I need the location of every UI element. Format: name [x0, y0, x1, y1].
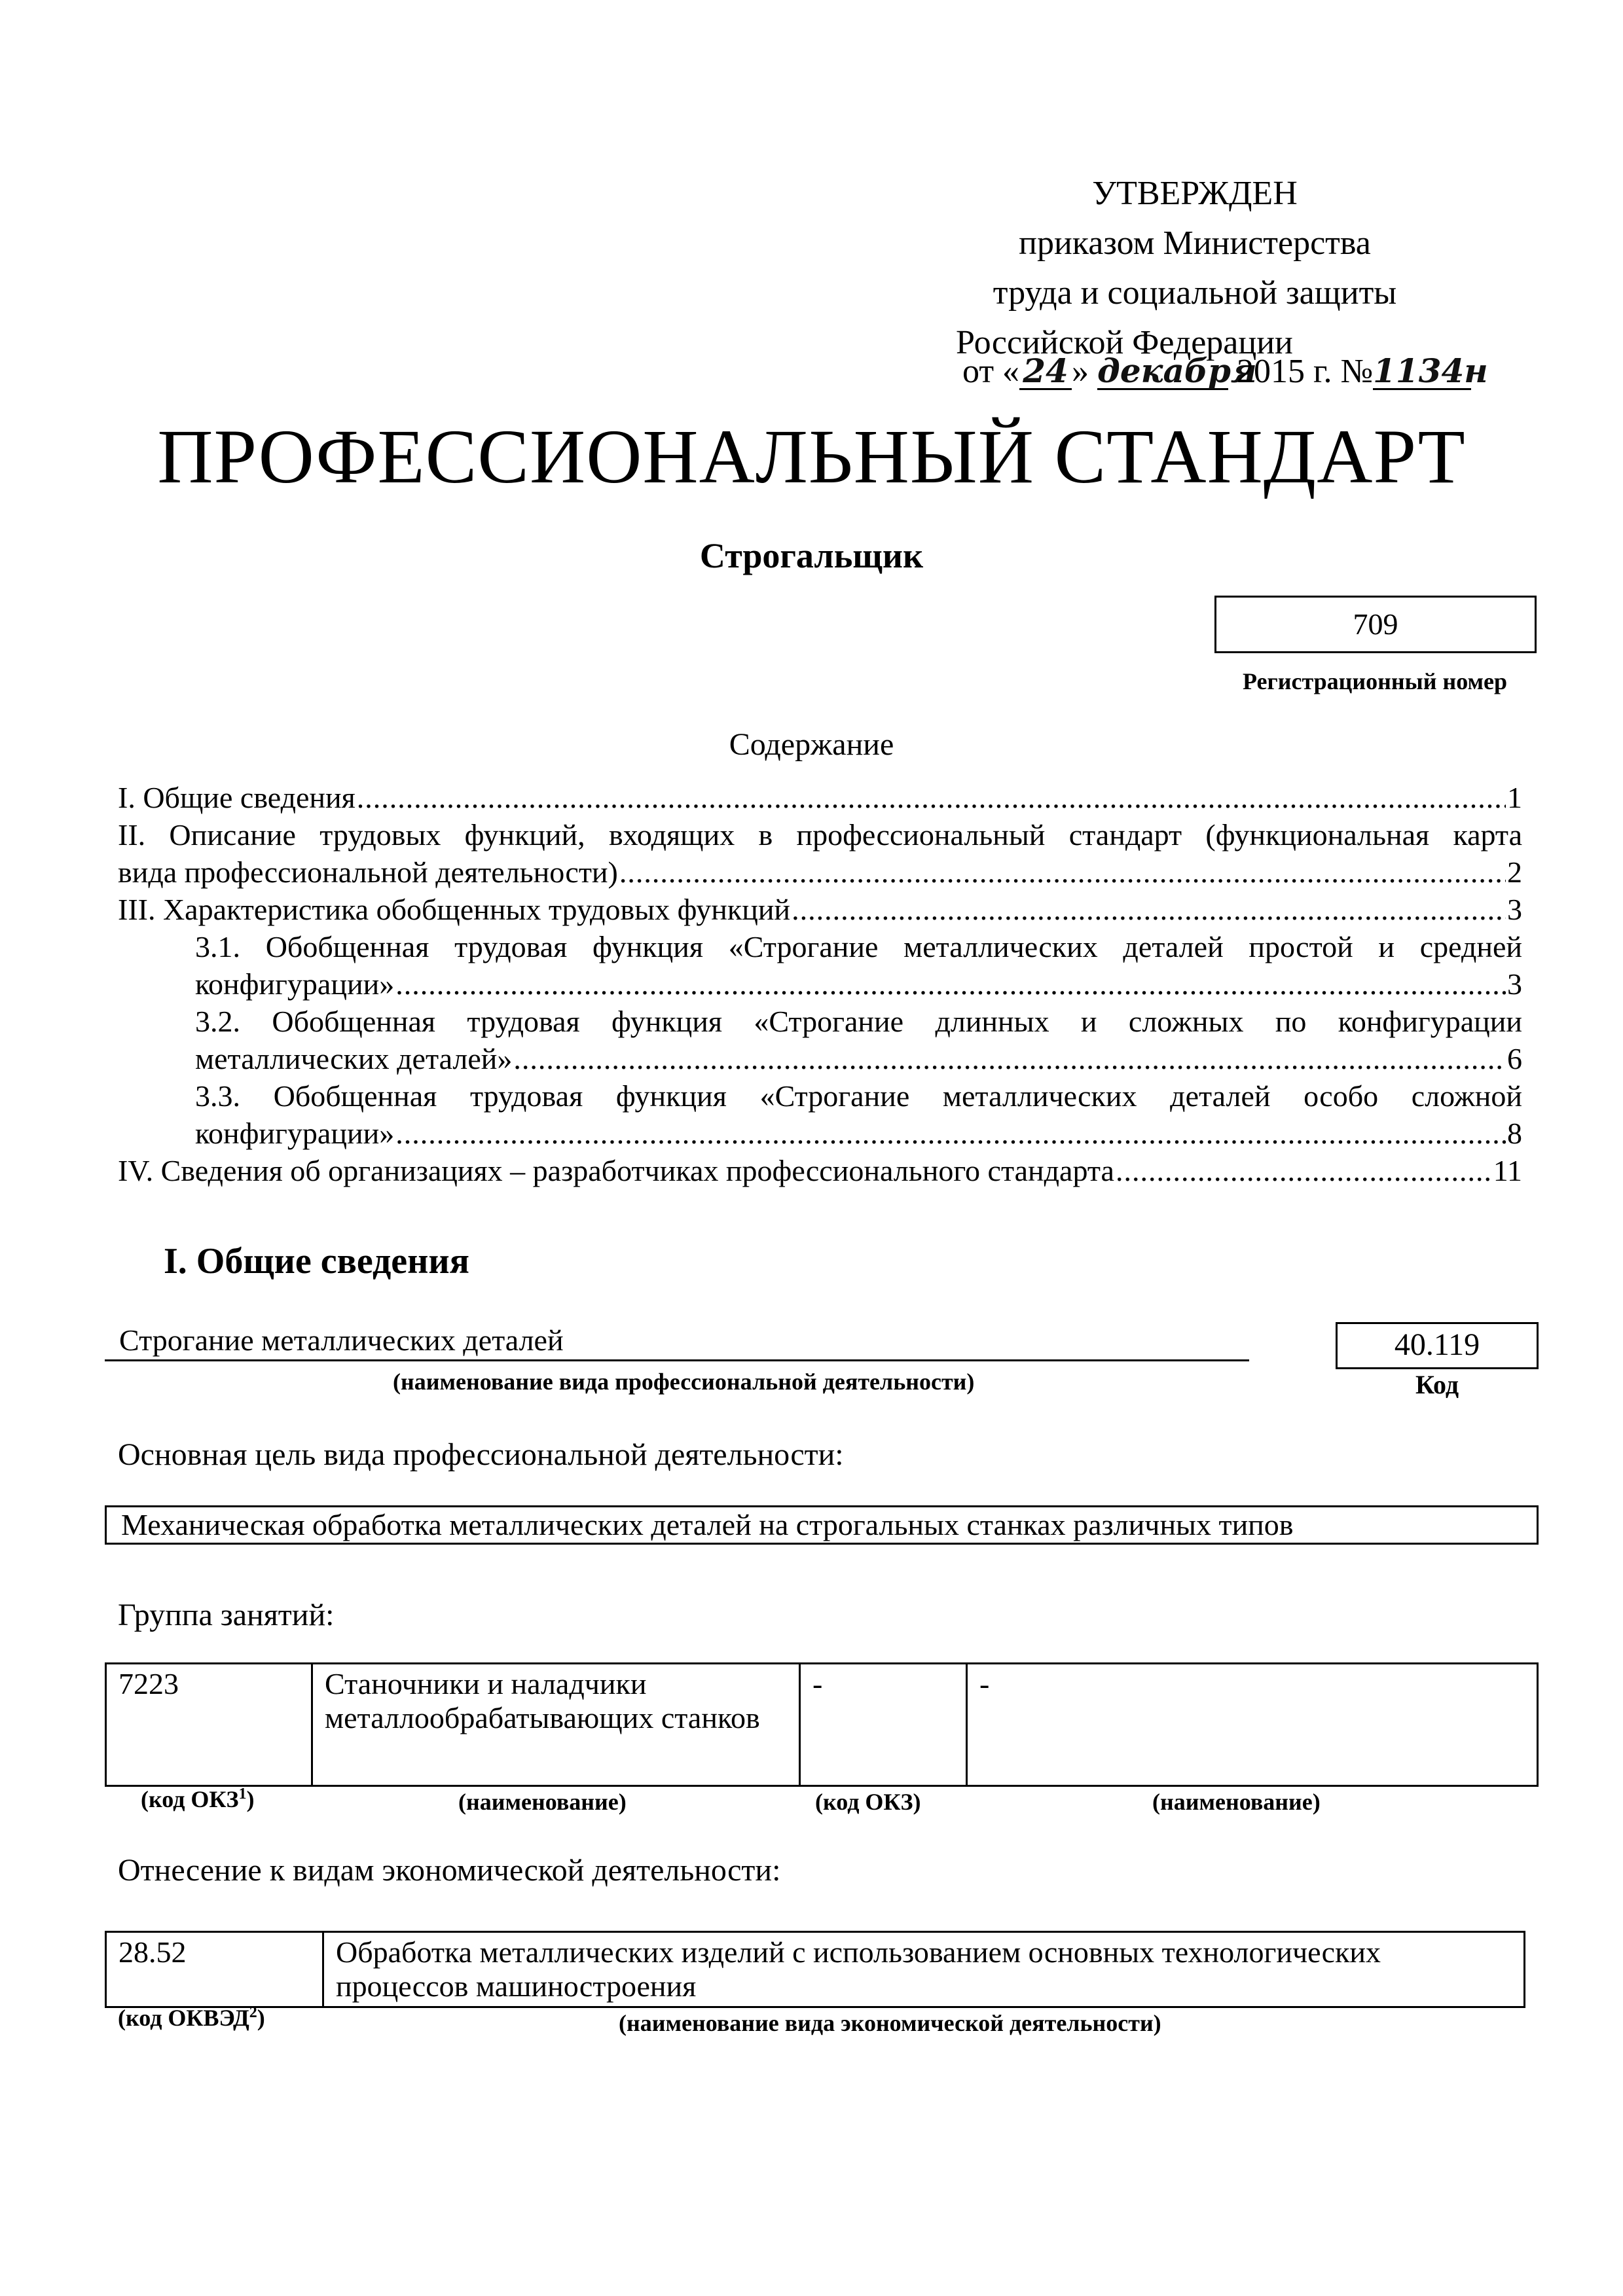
toc-item[interactable]: I. Общие сведения ..... 1: [118, 779, 1522, 816]
toc-item[interactable]: 3.3. Обобщенная трудовая функция «Строгание металлических деталей особо сложной конфигурации» ..... 8: [118, 1077, 1522, 1152]
activity-name-caption: (наименование вида профессиональной деятельности): [393, 1369, 975, 1395]
goal-box: Механическая обработка металлических деталей на строгальных станках различных типов: [105, 1505, 1539, 1545]
caption: (код ОКЗ$^1$): [141, 1785, 255, 1812]
profession-title: Строгальщик: [699, 536, 924, 575]
caption: (код ОКВЭД$^2$): [118, 2004, 265, 2031]
approval-line: УТВЕРЖДЕН: [1092, 175, 1298, 212]
toc-heading: Содержание: [729, 727, 894, 762]
approval-block: [884, 169, 1506, 368]
okved-code-cell: 28.52: [106, 1932, 323, 2007]
registration-number-box: 709: [1214, 596, 1537, 653]
date-month-handwritten: декабря: [1097, 351, 1257, 390]
caption: (наименование вида экономической деятельности): [619, 2010, 1161, 2036]
occupation-group-label: Группа занятий:: [118, 1598, 335, 1632]
approval-date-line: [962, 352, 1552, 391]
toc-page: 3: [1507, 893, 1522, 926]
document-title: ПРОФЕССИОНАЛЬНЫЙ СТАНДАРТ: [157, 414, 1466, 499]
toc-item[interactable]: II. Описание трудовых функций, входящих в профессиональный стандарт (функциональная карта вида профессиональной деятельности) ..... 2: [118, 816, 1522, 891]
okved-name-cell: Обработка металлических изделий с использованием основных технологических процессов машиностроения: [323, 1932, 1525, 2007]
table-row: [106, 1932, 1525, 2007]
caption: (код ОКЗ): [815, 1789, 921, 1815]
toc-item[interactable]: IV. Сведения об организациях – разработчиках профессионального стандарта ..... 11: [118, 1152, 1522, 1189]
approval-line: приказом Министерства: [1019, 224, 1371, 262]
date-prefix: от «: [962, 353, 1020, 390]
table-of-contents: [118, 779, 1522, 1189]
approval-line: труда и социальной защиты: [993, 274, 1397, 312]
toc-item[interactable]: 3.1. Обобщенная трудовая функция «Строгание металлических деталей простой и средней конфигурации» ..... 3: [118, 928, 1522, 1003]
approval-line: Российской Федерации: [956, 324, 1293, 361]
economic-activity-label: Отнесение к видам экономической деятельности:: [118, 1853, 781, 1888]
order-number-handwritten: 1134н: [1373, 351, 1488, 390]
okz-code-cell: 7223: [106, 1664, 312, 1786]
goal-label: Основная цель вида профессиональной деятельности:: [118, 1437, 844, 1472]
okz-name-cell: Станочники и наладчики металлообрабатывающих станков: [312, 1664, 800, 1786]
toc-page: 3: [1507, 967, 1522, 1001]
activity-code-box: 40.119: [1336, 1322, 1539, 1369]
date-day-handwritten: 24: [1019, 354, 1072, 390]
caption: (наименование): [1152, 1789, 1321, 1815]
table-row: [106, 1664, 1538, 1786]
toc-page: 6: [1507, 1042, 1522, 1075]
toc-item[interactable]: III. Характеристика обобщенных трудовых функций ..... 3: [118, 891, 1522, 928]
caption: (наименование): [458, 1789, 627, 1815]
activity-name-field: Строгание металлических деталей: [105, 1321, 1249, 1361]
date-mid: »: [1072, 353, 1089, 390]
occupation-group-table: [105, 1662, 1539, 1787]
date-year: 2015 г. №: [1237, 353, 1374, 390]
activity-code-caption: Код: [1415, 1370, 1459, 1399]
economic-activity-table: [105, 1931, 1525, 2008]
toc-page: 2: [1507, 855, 1522, 889]
okz-code-cell-2: -: [800, 1664, 967, 1786]
section-heading: I. Общие сведения: [164, 1241, 469, 1282]
toc-page: 1: [1507, 781, 1522, 814]
registration-number-label: Регистрационный номер: [1242, 668, 1508, 694]
okz-name-cell-2: -: [967, 1664, 1538, 1786]
toc-page: 8: [1507, 1117, 1522, 1150]
toc-page: 11: [1493, 1154, 1522, 1187]
toc-item[interactable]: 3.2. Обобщенная трудовая функция «Строгание длинных и сложных по конфигурации металлических деталей» ..... 6: [118, 1003, 1522, 1077]
